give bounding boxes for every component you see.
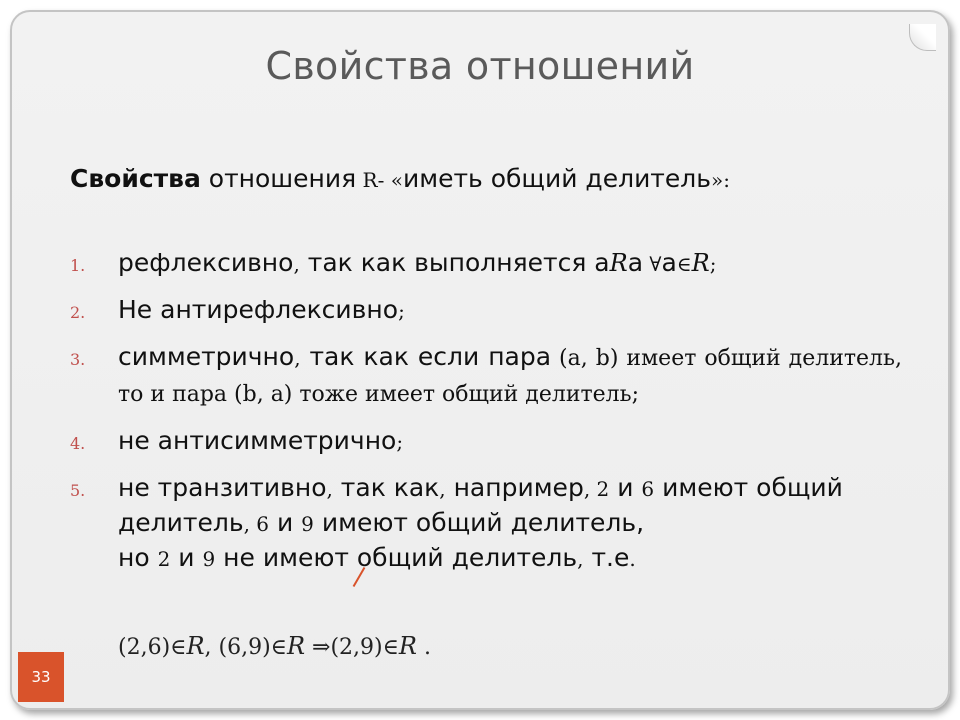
item-body: так как если пара: [300, 342, 552, 371]
item-body: так как выполняется a: [299, 248, 610, 277]
item-body: например: [445, 473, 584, 502]
item-sep: ,: [293, 252, 300, 276]
element-of-symbol: ∈: [676, 252, 692, 276]
formula-part: .: [417, 635, 431, 660]
item-body: и: [170, 543, 203, 572]
subtitle-end: »:: [710, 168, 730, 192]
item-end: .: [629, 547, 636, 571]
item-sep: ,: [243, 512, 250, 536]
item-body: и: [609, 473, 642, 502]
item-number: 2.: [70, 303, 86, 322]
item-number: 3.: [70, 350, 86, 369]
item-sep: ,: [577, 547, 584, 571]
item-text: [118, 246, 902, 281]
item-number: 4.: [70, 434, 86, 453]
item-number: 5.: [70, 481, 86, 500]
number-value: 9: [301, 512, 314, 536]
item-main: не антисимметрично: [118, 426, 397, 455]
item-body: не имеют общий делитель: [215, 543, 578, 572]
item-text: [118, 293, 902, 328]
item-number: 1.: [70, 256, 86, 275]
list-item: [70, 246, 902, 281]
number-value: 2: [157, 547, 171, 571]
item-body: имеют общий делитель: [118, 473, 843, 537]
item-end: ;: [398, 299, 405, 323]
list-item: [70, 340, 902, 412]
item-text: [118, 471, 902, 576]
item-end: ;: [709, 252, 717, 276]
item-text: [118, 340, 902, 412]
item-body-serif: (a, b) имеет общий делитель, то и пара (b, a) тоже имеет общий делитель;: [118, 346, 902, 407]
subtitle-quote: иметь общий делитель: [402, 164, 711, 193]
formula-part: , (6,9)∈: [204, 635, 287, 660]
list-item: [70, 293, 902, 328]
relation-r: R: [286, 632, 306, 660]
item-body: имеют общий делитель,: [313, 508, 645, 537]
formula-part: ⇒(2,9)∈: [305, 635, 399, 660]
item-sep: ,: [326, 477, 333, 501]
relation-r: R: [609, 249, 628, 277]
number-value: 9: [202, 547, 216, 571]
forall-symbol: ∀: [643, 252, 662, 276]
relation-r: R: [691, 249, 710, 277]
item-body: так как: [332, 473, 440, 502]
number-value: 6: [641, 477, 655, 501]
slide-title: Свойства отношений: [265, 44, 695, 88]
item-line: [118, 541, 902, 576]
item-main: рефлексивно: [118, 248, 294, 277]
number-value: 6: [249, 512, 270, 536]
formula: [118, 632, 431, 660]
slide-subtitle: [70, 164, 730, 193]
var-a: a: [661, 248, 677, 277]
item-sep: ,: [294, 346, 301, 370]
number-value: 2: [590, 477, 610, 501]
item-sep: ,: [583, 477, 591, 501]
item-sep: ,: [439, 477, 446, 501]
subtitle-text: отношения: [200, 164, 357, 193]
list-item: [70, 424, 902, 459]
list-item: [70, 471, 902, 576]
slide-number-badge: 33: [18, 652, 64, 702]
item-main: симметрично: [118, 342, 295, 371]
subtitle-bold: Свойства: [70, 164, 201, 193]
subtitle-relation: R- «: [356, 168, 403, 192]
properties-list: [70, 246, 902, 576]
item-body: и: [269, 508, 302, 537]
item-text: [118, 424, 902, 459]
item-end: ;: [396, 430, 404, 454]
formula-part: (2,6)∈: [118, 635, 187, 660]
item-body: т.е: [583, 543, 630, 572]
item-main: не транзитивно: [118, 473, 327, 502]
item-body: но: [118, 543, 158, 572]
relation-r: R: [398, 632, 417, 660]
item-main: Не антирефлексивно: [118, 295, 399, 324]
var-a: a: [627, 248, 644, 277]
relation-r: R: [186, 632, 205, 660]
